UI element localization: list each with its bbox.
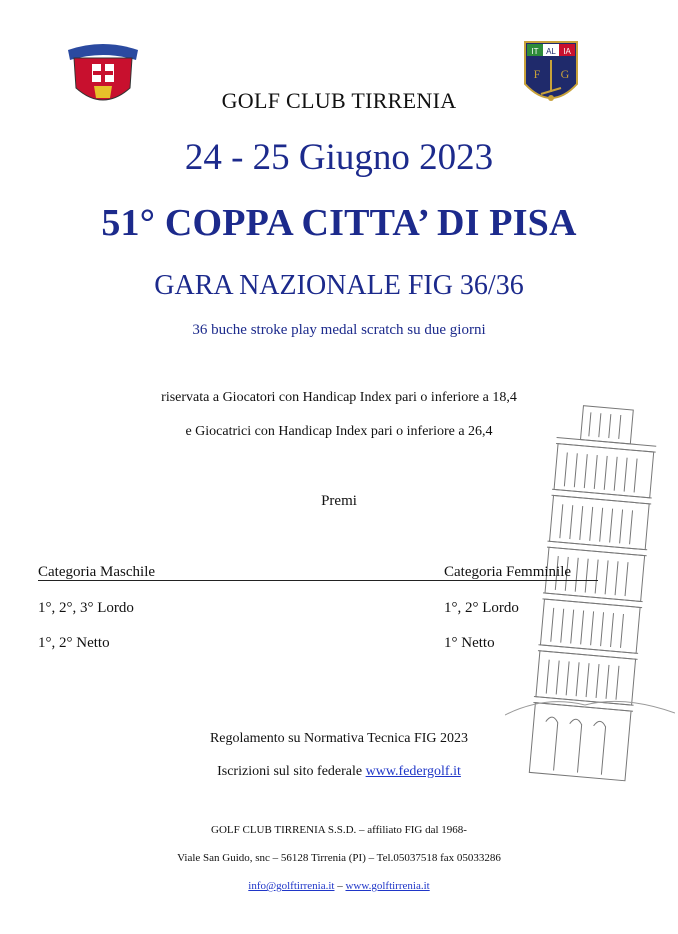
fig-logo-f: F	[533, 67, 541, 81]
footer-address: Viale San Guido, snc – 56128 Tirrenia (PI) – Tel.05037518 fax 05033286	[177, 852, 501, 864]
category-male-title: Categoria Maschile	[38, 564, 156, 580]
category-female-title: Categoria Femminile	[444, 564, 572, 580]
fig-logo-ia: IA	[563, 47, 571, 56]
fig-logo-g: G	[560, 67, 570, 81]
male-prize-lordo: 1°, 2°, 3° Lordo	[38, 600, 134, 616]
email-link[interactable]: info@golftirrenia.it	[248, 880, 335, 892]
prizes-title: Premi	[321, 493, 357, 509]
fig-logo-it: IT	[531, 47, 539, 56]
eligibility-women: e Giocatrici con Handicap Index pari o inferiore a 26,4	[185, 424, 493, 439]
federgolf-link[interactable]: www.federgolf.it	[365, 764, 461, 779]
cup-title: 51° COPPA CITTA’ DI PISA	[101, 202, 577, 244]
website-link[interactable]: www.golftirrenia.it	[345, 880, 430, 892]
registration-text	[0, 764, 678, 780]
race-type: GARA NAZIONALE FIG 36/36	[154, 270, 524, 301]
female-prize-netto: 1° Netto	[444, 635, 495, 651]
fig-logo-al: AL	[546, 47, 556, 56]
footer-contacts	[0, 880, 678, 892]
race-format: 36 buche stroke play medal scratch su due giorni	[192, 322, 486, 338]
footer-affiliation: GOLF CLUB TIRRENIA S.S.D. – affiliato FIG dal 1968-	[211, 824, 467, 836]
footer-separator: –	[334, 880, 346, 892]
club-name: GOLF CLUB TIRRENIA	[221, 88, 457, 113]
registration-prefix: Iscrizioni sul sito federale	[217, 764, 366, 779]
eligibility-men: riservata a Giocatori con Handicap Index pari o inferiore a 18,4	[161, 390, 517, 405]
male-prize-netto: 1°, 2° Netto	[38, 635, 110, 651]
regulation-text: Regolamento su Normativa Tecnica FIG 2023	[209, 731, 469, 746]
event-dates: 24 - 25 Giugno 2023	[184, 137, 494, 178]
female-prize-lordo: 1°, 2° Lordo	[444, 600, 519, 616]
